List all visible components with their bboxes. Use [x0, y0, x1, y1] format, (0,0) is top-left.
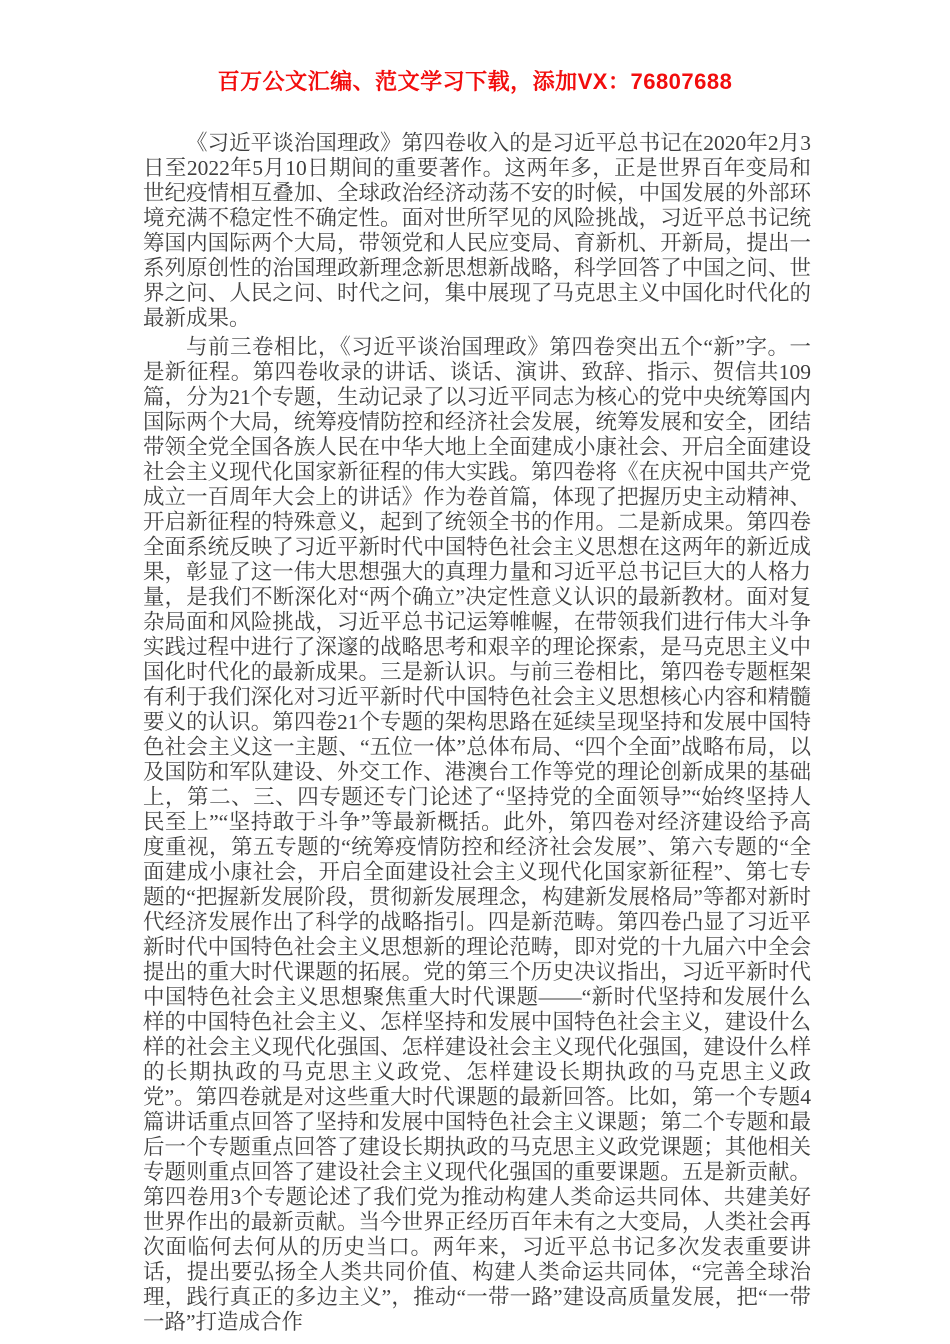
paragraph-2: 与前三卷相比，《习近平谈治国理政》第四卷突出五个“新”字。一是新征程。第四卷收录的讲话、谈话、演讲、致辞、指示、贺信共109篇，分为21个专题，生动记录了以习近平同志为核心的党中央统筹国内国际两个大局，统筹疫情防控和经济社会发展，统筹发展和安全，团结带领全党全国各族人民在中华大地上全面建成小康社会、开启全面建设社会主义现代化国家新征程的伟大实践。第四卷将《在庆祝中国共产党成立一百周年大会上的讲话》作为卷首篇，体现了把握历史主动精神、开启新征程的特殊意义，起到了统领全书的作用。二是新成果。第四卷全面系统反映了习近平新时代中国特色社会主义思想在这两年的新近成果，彰显了这一伟大思想强大的真理力量和习近平总书记巨大的人格力量，是我们不断深化对“两个确立”决定性意义认识的最新教材。面对复杂局面和风险挑战，习近平总书记运筹帷幄，在带领我们进行伟大斗争实践过程中进行了深邃的战略思考和艰辛的理论探索，是马克思主义中国化时代化的最新成果。三是新认识。与前三卷相比，第四卷专题框架有利于我们深化对习近平新时代中国特色社会主义思想核心内容和精髓要义的认识。第四卷21个专题的架构思路在延续呈现坚持和发展中国特色社会主义这一主题、“五位一体”总体布局、“四个全面”战略布局，以及国防和军队建设、外交工作、港澳台工作等党的理论创新成果的基础上，第二、三、四专题还专门论述了“坚持党的全面领导”“始终坚持人民至上”“坚持敢于斗争”等最新概括。此外，第四卷对经济建设给予高度重视，第五专题的“统筹疫情防控和经济社会发展”、第六专题的“全面建成小康社会，开启全面建设社会主义现代化国家新征程”、第七专题的“把握新发展阶段，贯彻新发展理念，构建新发展格局”等都对新时代经济发展作出了科学的战略指引。四是新范畴。第四卷凸显了习近平新时代中国特色社会主义思想新的理论范畴，即对党的十九届六中全会提出的重大时代课题的拓展。党的第三个历史决议指出，习近平新时代中国特色社会主义思想聚焦重大时代课题——“新时代坚持和发展什么样的中国特色社会主义、怎样坚持和发展中国特色社会主义，建设什么样的社会主义现代化强国、怎样建设社会主义现代化强国，建设什么样的长期执政的马克思主义政党、怎样建设长期执政的马克思主义政党”。第四卷就是对这些重大时代课题的最新回答。比如，第一个专题4篇讲话重点回答了坚持和发展中国特色社会主义课题；第二个专题和最后一个专题重点回答了建设长期执政的马克思主义政党课题；其他相关专题则重点回答了建设社会主义现代化强国的重要课题。五是新贡献。第四卷用3个专题论述了我们党为推动构建人类命运共同体、共建美好世界作出的最新贡献。当今世界正经历百年未有之大变局，人类社会再次面临何去何从的历史当口。两年来，习近平总书记多次发表重要讲话，提出要弘扬全人类共同价值、构建人类命运共同体，“完善全球治理，践行真正的多边主义”，推动“一带一路”建设高质量发展，把“一带一路”打造成合作 [143, 335, 811, 1334]
paragraph-1: 《习近平谈治国理政》第四卷收入的是习近平总书记在2020年2月3日至2022年5月10日期间的重要著作。这两年多，正是世界百年变局和世纪疫情相互叠加、全球政治经济动荡不安的时候，中国发展的外部环境充满不稳定性不确定性。面对世所罕见的风险挑战，习近平总书记统筹国内国际两个大局，带领党和人民应变局、育新机、开新局，提出一系列原创性的治国理政新理念新思想新战略，科学回答了中国之问、世界之问、人民之问、时代之问，集中展现了马克思主义中国化时代化的最新成果。 [143, 131, 811, 330]
promo-header-text: 百万公文汇编、范文学习下载，添加VX：76807688 [217, 69, 733, 94]
document-body [143, 131, 811, 1339]
